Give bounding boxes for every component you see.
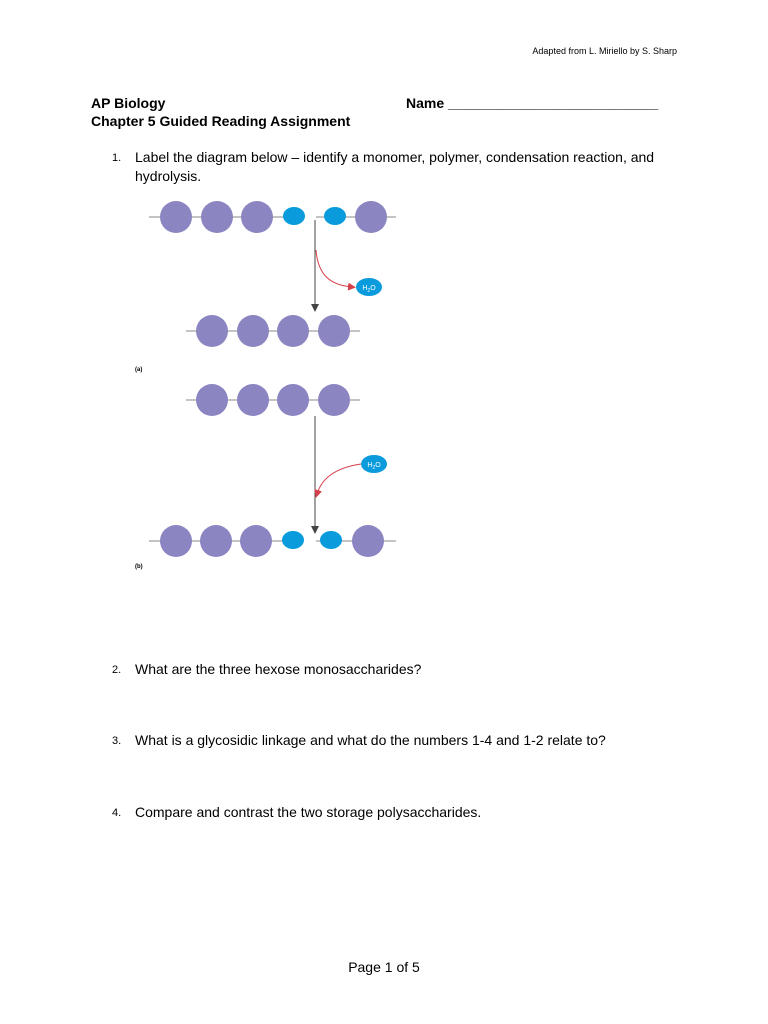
- monomer-circle: [196, 315, 228, 347]
- monomer-circle: [160, 201, 192, 233]
- name-field: Name ___________________________: [406, 95, 659, 111]
- monomer-circle: [200, 525, 232, 557]
- document-header: [91, 94, 350, 130]
- monomer-circle: [352, 525, 384, 557]
- monomer-circle: [318, 315, 350, 347]
- water-molecule-in: [361, 455, 387, 473]
- water-molecule-out: [356, 278, 382, 296]
- hydroxyl-unit: [282, 531, 304, 549]
- question-4: [112, 803, 682, 822]
- credit-line: Adapted from L. Miriello by S. Sharp: [532, 46, 677, 56]
- water-out-arrow: [316, 250, 352, 287]
- question-1: [112, 148, 682, 186]
- panel-a-label: (a): [135, 367, 143, 373]
- monomer-circle: [237, 384, 269, 416]
- monomer-circle: [277, 384, 309, 416]
- polymer-row-a: [186, 315, 360, 347]
- hydrogen-unit: [324, 207, 346, 225]
- monomer-circle: [160, 525, 192, 557]
- question-number: 4.: [112, 807, 122, 819]
- hydrogen-unit: [320, 531, 342, 549]
- monomer-circle: [237, 315, 269, 347]
- question-text: What is a glycosidic linkage and what do the numbers 1-4 and 1-2 relate to?: [135, 732, 606, 748]
- question-number: 2.: [112, 664, 122, 676]
- question-text: What are the three hexose monosaccharides?: [135, 661, 422, 677]
- question-text: Label the diagram below – identify a monomer, polymer, condensation reaction, and hydrolysis.: [135, 149, 655, 184]
- panel-b-label: (b): [135, 564, 143, 570]
- question-text: Compare and contrast the two storage polysaccharides.: [135, 804, 482, 820]
- monomer-circle: [196, 384, 228, 416]
- polymer-row-b: [186, 384, 360, 416]
- hydroxyl-unit: [283, 207, 305, 225]
- water-in-arrow: [317, 464, 361, 494]
- page-number: Page 1 of 5: [348, 959, 420, 975]
- question-3: [112, 731, 682, 750]
- assignment-title: Chapter 5 Guided Reading Assignment: [91, 113, 351, 129]
- monomer-circle: [355, 201, 387, 233]
- question-number: 1.: [112, 152, 122, 164]
- water-label: $H_2O$: [362, 285, 376, 294]
- monomer-circle: [318, 384, 350, 416]
- monomer-circle: [241, 201, 273, 233]
- course-title: AP Biology: [91, 95, 166, 111]
- monomer-circle: [201, 201, 233, 233]
- chain-row-1: [149, 201, 396, 233]
- monomer-circle: [277, 315, 309, 347]
- chain-row-4: [149, 525, 396, 557]
- water-label: $H_2O$: [367, 462, 381, 471]
- condensation-hydrolysis-diagram: [130, 190, 410, 580]
- question-2: [112, 660, 682, 679]
- question-number: 3.: [112, 735, 122, 747]
- monomer-circle: [240, 525, 272, 557]
